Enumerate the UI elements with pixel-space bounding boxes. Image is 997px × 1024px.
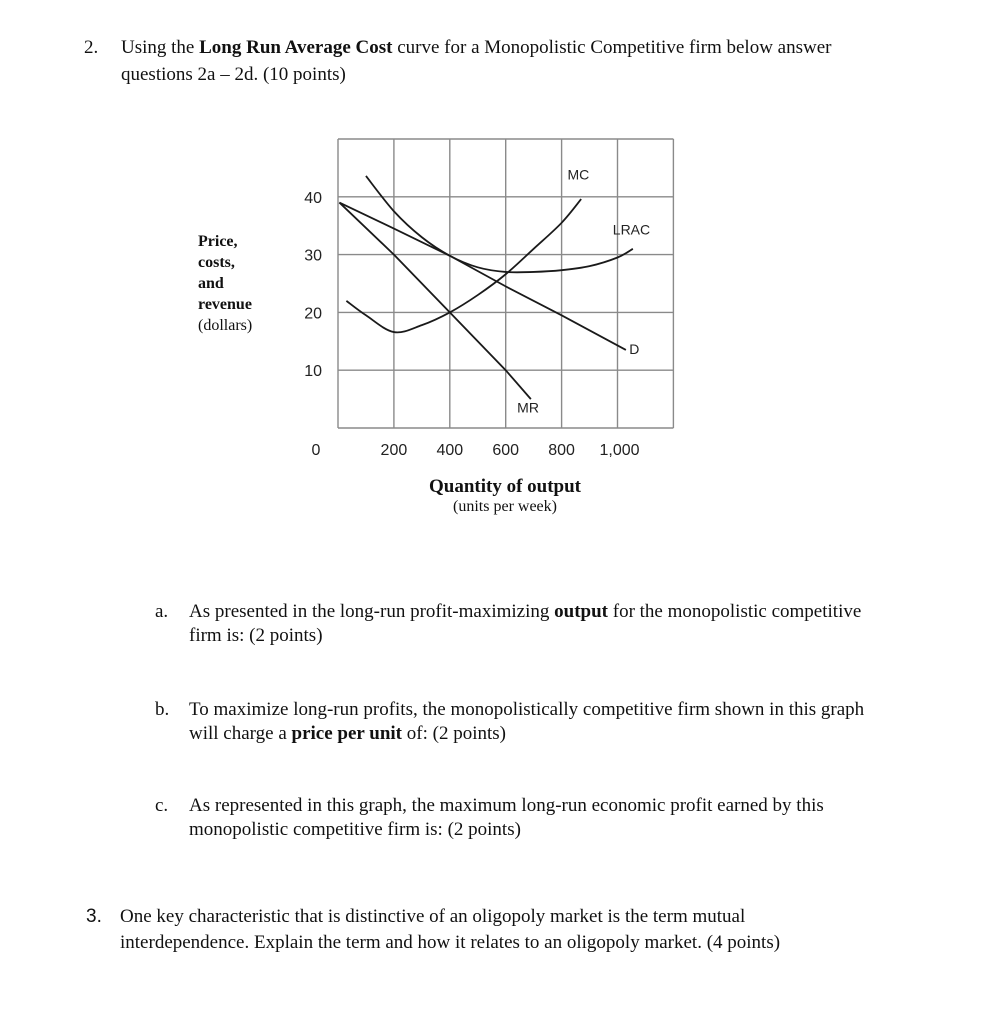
text: for the monopolistic competitive: [608, 601, 862, 622]
part-label: b.: [155, 699, 170, 720]
chart-curves: [339, 176, 632, 399]
x-tick-label: 200: [380, 442, 408, 459]
part-b-line-2: [189, 720, 506, 747]
y-axis-label: [198, 231, 252, 336]
question-number: 2.: [84, 37, 99, 58]
x-tick-label: 800: [548, 442, 575, 459]
part-c-line-2: monopolistic competitive firm is: (2 points): [189, 819, 521, 840]
bold-text: price per unit: [291, 723, 403, 744]
question-3-line-2: interdependence. Explain the term and how it relates to an oligopoly market. (4 points): [120, 932, 781, 953]
question-2-line-2: questions 2a – 2d. (10 points): [121, 64, 346, 85]
x-tick-label: 1,000: [599, 442, 640, 459]
question-number: 3.: [86, 906, 102, 927]
x-label-title: Quantity of output: [428, 476, 582, 497]
part-a: [155, 598, 975, 654]
y-label-line: costs,: [198, 254, 235, 271]
text: firm is: (2 points): [189, 625, 323, 646]
y-tick-label: 10: [304, 363, 322, 381]
y-tick-label: 20: [304, 305, 322, 323]
y-label-unit: (dollars): [198, 317, 253, 334]
part-c-line-1: As represented in this graph, the maximum long-run economic profit earned by this: [189, 795, 824, 816]
text: of: (2 points): [402, 723, 506, 744]
x-tick-label: 600: [492, 442, 520, 459]
x-tick-label: 400: [436, 442, 464, 459]
text: curve for a Monopolistic Competitive firm below answer: [392, 37, 832, 58]
curve-label: MC: [567, 166, 590, 183]
curve-label: D: [629, 341, 640, 358]
question-3-line-1: One key characteristic that is distinctive of an oligopoly market is the term mutual: [120, 906, 746, 927]
part-a-line-2: [189, 622, 323, 649]
question-3: [86, 903, 966, 963]
part-c: [155, 792, 975, 848]
part-label: c.: [155, 795, 169, 816]
curve-label: LRAC: [612, 221, 651, 238]
x-label-unit: (units per week): [453, 498, 557, 515]
text: As presented in the long-run profit-maximizing: [189, 601, 555, 622]
chart-ticks: [304, 190, 639, 459]
text: Using the: [121, 37, 200, 58]
chart-annotations: [517, 166, 650, 415]
curve-lrac: [366, 176, 633, 272]
bold-text: Long Run Average Cost: [199, 37, 393, 58]
part-label: a.: [155, 601, 169, 622]
part-b: [155, 696, 975, 752]
y-label-line: and: [198, 275, 224, 292]
part-b-line-1: To maximize long-run profits, the monopolistically competitive firm shown in this graph: [189, 699, 865, 720]
curve-label: MR: [517, 399, 539, 416]
x-axis-label: [380, 476, 630, 516]
chart-grid: [338, 139, 673, 428]
x-tick-label: 0: [311, 442, 321, 459]
text: will charge a: [189, 723, 292, 744]
y-tick-label: 40: [304, 189, 322, 207]
y-label-line: revenue: [198, 296, 252, 313]
y-tick-label: 30: [304, 247, 322, 265]
y-label-line: Price,: [198, 233, 238, 250]
bold-text: output: [554, 601, 608, 622]
part-a-line-1: [189, 598, 861, 625]
